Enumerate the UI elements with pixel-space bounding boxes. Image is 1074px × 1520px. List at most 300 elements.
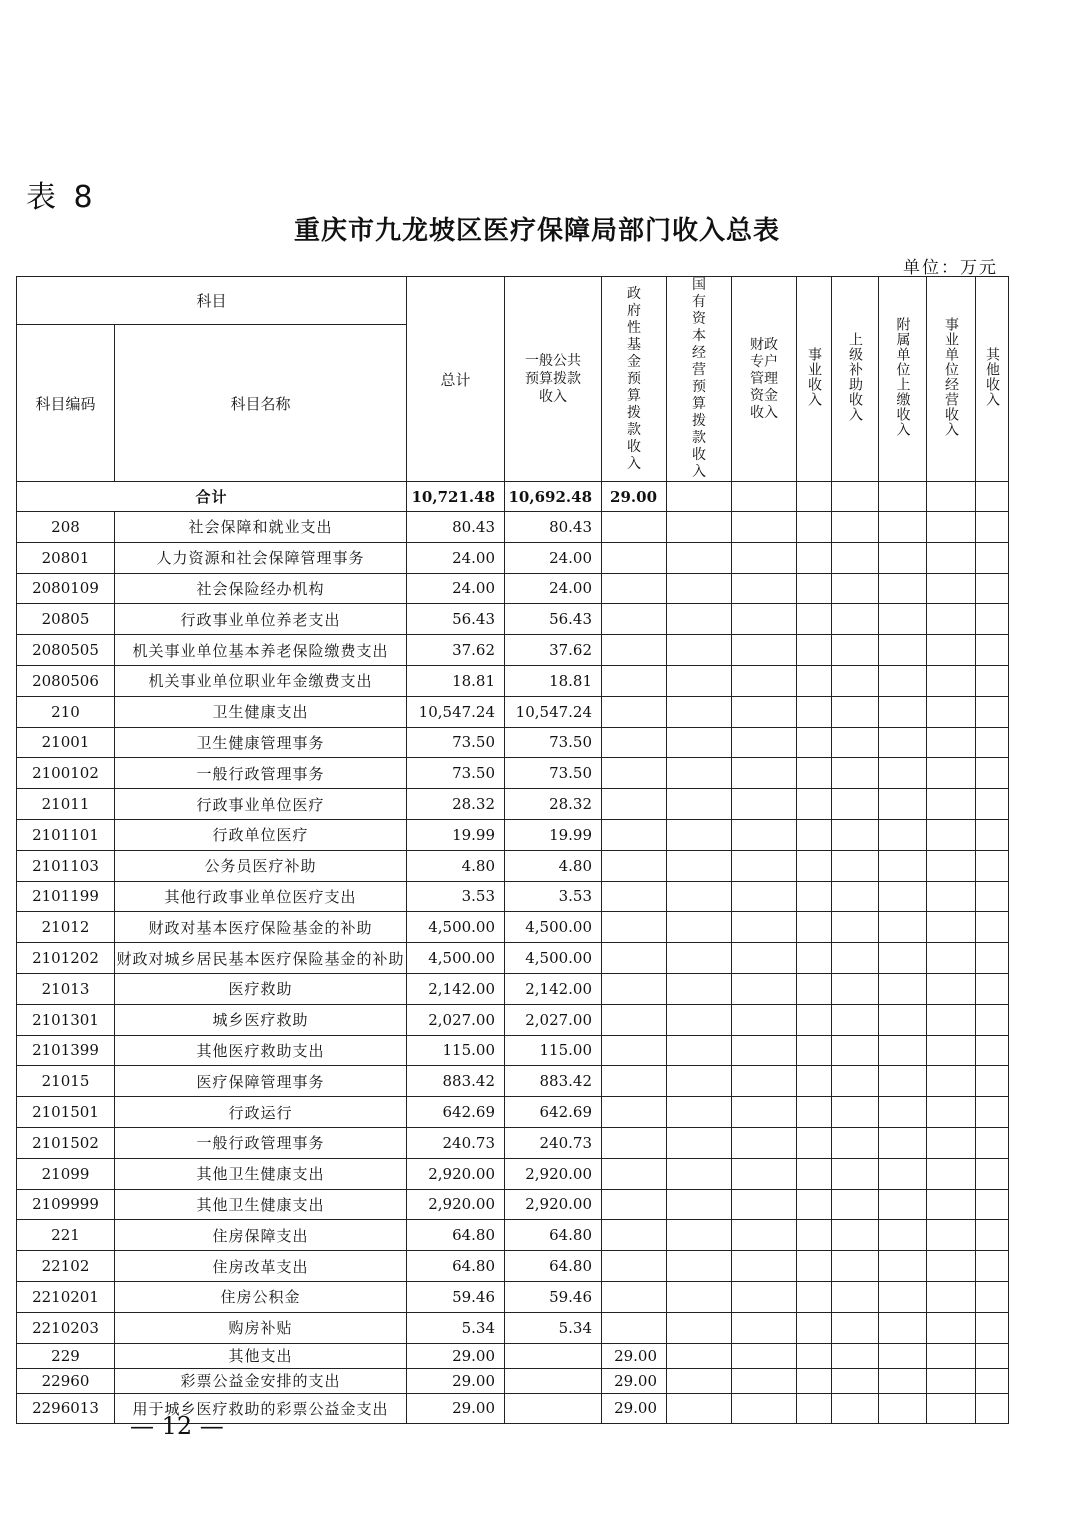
row-empty-cell — [976, 1127, 1009, 1158]
header-code: 科目编码 — [17, 325, 115, 482]
row-empty-cell — [976, 912, 1009, 943]
table-row — [17, 1004, 1009, 1035]
row-empty-cell — [976, 1097, 1009, 1128]
table-row — [17, 573, 1009, 604]
row-empty-cell — [927, 727, 976, 758]
row-code: 208 — [17, 512, 115, 543]
row-general: 73.50 — [505, 727, 602, 758]
row-total: 2,027.00 — [407, 1004, 505, 1035]
table-row — [17, 1251, 1009, 1282]
row-empty-cell — [927, 1251, 976, 1282]
row-gov-fund — [602, 758, 667, 789]
row-empty-cell — [667, 1158, 732, 1189]
row-name: 行政单位医疗 — [115, 819, 407, 850]
row-empty-cell — [879, 542, 927, 573]
row-gov-fund — [602, 727, 667, 758]
row-gov-fund — [602, 912, 667, 943]
row-code: 21013 — [17, 973, 115, 1004]
row-empty-cell — [732, 1127, 797, 1158]
row-gov-fund — [602, 512, 667, 543]
row-gov-fund — [602, 819, 667, 850]
row-code: 21099 — [17, 1158, 115, 1189]
row-empty-cell — [797, 912, 832, 943]
row-code: 21012 — [17, 912, 115, 943]
row-empty-cell — [927, 665, 976, 696]
row-empty-cell — [832, 1368, 879, 1393]
row-general: 19.99 — [505, 819, 602, 850]
row-empty-cell — [832, 1035, 879, 1066]
row-empty-cell — [732, 1004, 797, 1035]
row-code: 2101202 — [17, 943, 115, 974]
row-gov-fund — [602, 696, 667, 727]
row-code: 21015 — [17, 1066, 115, 1097]
row-empty-cell — [879, 1393, 927, 1424]
row-empty-cell — [927, 1281, 976, 1312]
row-empty-cell — [732, 512, 797, 543]
row-empty-cell — [667, 1066, 732, 1097]
row-total: 115.00 — [407, 1035, 505, 1066]
row-gov-fund — [602, 973, 667, 1004]
row-name: 行政运行 — [115, 1097, 407, 1128]
header-other-income: 其他收入 — [976, 277, 1009, 482]
row-empty-cell — [927, 1312, 976, 1343]
row-name: 其他行政事业单位医疗支出 — [115, 881, 407, 912]
table-row — [17, 1097, 1009, 1128]
row-empty-cell — [976, 1158, 1009, 1189]
row-empty-cell — [797, 973, 832, 1004]
row-empty-cell — [832, 1220, 879, 1251]
header-state-capital: 国有资本经营预算拨款收入 — [667, 277, 732, 482]
row-empty-cell — [976, 1220, 1009, 1251]
row-empty-cell — [976, 635, 1009, 666]
row-empty-cell — [797, 512, 832, 543]
row-empty-cell — [797, 665, 832, 696]
row-empty-cell — [832, 635, 879, 666]
row-name: 公务员医疗补助 — [115, 850, 407, 881]
row-empty-cell — [976, 727, 1009, 758]
row-empty-cell — [667, 1189, 732, 1220]
row-empty-cell — [879, 1004, 927, 1035]
row-empty-cell — [832, 727, 879, 758]
row-gov-fund: 29.00 — [602, 1343, 667, 1368]
row-empty-cell — [732, 1343, 797, 1368]
row-empty-cell — [732, 943, 797, 974]
row-empty-cell — [832, 696, 879, 727]
row-empty-cell — [832, 1343, 879, 1368]
table-row — [17, 696, 1009, 727]
row-total: 19.99 — [407, 819, 505, 850]
row-empty-cell — [927, 973, 976, 1004]
table-row — [17, 1343, 1009, 1368]
row-empty-cell — [927, 1393, 976, 1424]
row-empty-cell — [732, 819, 797, 850]
row-name: 用于城乡医疗救助的彩票公益金支出 — [115, 1393, 407, 1424]
table-row — [17, 727, 1009, 758]
row-gov-fund — [602, 635, 667, 666]
table-row — [17, 758, 1009, 789]
row-empty-cell — [797, 1281, 832, 1312]
row-empty-cell — [667, 542, 732, 573]
unit-label: 单位：万元 — [903, 258, 998, 278]
row-code: 2109999 — [17, 1189, 115, 1220]
row-empty-cell — [976, 850, 1009, 881]
row-empty-cell — [879, 973, 927, 1004]
row-general — [505, 1343, 602, 1368]
row-code: 2080109 — [17, 573, 115, 604]
row-empty-cell — [667, 665, 732, 696]
row-gov-fund — [602, 789, 667, 820]
row-empty-cell — [797, 789, 832, 820]
row-code: 2080505 — [17, 635, 115, 666]
row-name: 人力资源和社会保障管理事务 — [115, 542, 407, 573]
header-fiscal-special: 财政专户管理资金收入 — [732, 277, 797, 482]
row-code: 2101199 — [17, 881, 115, 912]
row-empty-cell — [667, 1368, 732, 1393]
row-general: 4.80 — [505, 850, 602, 881]
row-empty-cell — [927, 1343, 976, 1368]
row-name: 一般行政管理事务 — [115, 758, 407, 789]
row-empty-cell — [927, 1220, 976, 1251]
row-empty-cell — [797, 727, 832, 758]
row-empty-cell — [797, 573, 832, 604]
row-empty-cell — [797, 1343, 832, 1368]
row-empty-cell — [832, 665, 879, 696]
row-empty-cell — [976, 1281, 1009, 1312]
row-empty-cell — [732, 1251, 797, 1282]
row-general: 4,500.00 — [505, 943, 602, 974]
row-empty-cell — [927, 1127, 976, 1158]
row-empty-cell — [667, 1281, 732, 1312]
row-general: 240.73 — [505, 1127, 602, 1158]
row-total: 59.46 — [407, 1281, 505, 1312]
row-gov-fund — [602, 1004, 667, 1035]
row-empty-cell — [797, 1220, 832, 1251]
row-empty-cell — [832, 789, 879, 820]
header-superior-subsidy: 上级补助收入 — [832, 277, 879, 482]
row-empty-cell — [667, 604, 732, 635]
row-general: 2,142.00 — [505, 973, 602, 1004]
row-name: 财政对城乡居民基本医疗保险基金的补助 — [115, 943, 407, 974]
row-total: 4,500.00 — [407, 912, 505, 943]
row-general: 3.53 — [505, 881, 602, 912]
row-empty-cell — [797, 542, 832, 573]
row-empty-cell — [832, 1281, 879, 1312]
row-total: 24.00 — [407, 573, 505, 604]
row-empty-cell — [976, 542, 1009, 573]
row-general: 24.00 — [505, 573, 602, 604]
row-total: 4,500.00 — [407, 943, 505, 974]
row-total: 10,547.24 — [407, 696, 505, 727]
row-empty-cell — [832, 973, 879, 1004]
row-empty-cell — [797, 1368, 832, 1393]
row-empty-cell — [879, 819, 927, 850]
row-empty-cell — [976, 1312, 1009, 1343]
row-name: 社会保障和就业支出 — [115, 512, 407, 543]
table-row — [17, 1368, 1009, 1393]
row-empty-cell — [667, 727, 732, 758]
row-empty-cell — [732, 727, 797, 758]
table-row — [17, 1127, 1009, 1158]
row-total: 24.00 — [407, 542, 505, 573]
row-empty-cell — [667, 973, 732, 1004]
row-empty-cell — [879, 665, 927, 696]
row-code: 2101101 — [17, 819, 115, 850]
row-total: 73.50 — [407, 758, 505, 789]
row-name: 机关事业单位职业年金缴费支出 — [115, 665, 407, 696]
row-name: 财政对基本医疗保险基金的补助 — [115, 912, 407, 943]
row-general: 642.69 — [505, 1097, 602, 1128]
row-empty-cell — [927, 635, 976, 666]
row-empty-cell — [667, 912, 732, 943]
row-empty-cell — [732, 1189, 797, 1220]
total-gov-fund: 29.00 — [602, 482, 667, 512]
row-empty-cell — [832, 1004, 879, 1035]
row-empty-cell — [797, 1251, 832, 1282]
row-empty-cell — [667, 881, 732, 912]
row-gov-fund — [602, 1312, 667, 1343]
row-empty-cell — [667, 1220, 732, 1251]
row-empty-cell — [879, 1127, 927, 1158]
row-total: 18.81 — [407, 665, 505, 696]
table-row — [17, 512, 1009, 543]
row-name: 医疗保障管理事务 — [115, 1066, 407, 1097]
table-row — [17, 665, 1009, 696]
row-code: 21001 — [17, 727, 115, 758]
row-empty-cell — [879, 696, 927, 727]
row-code: 2296013 — [17, 1393, 115, 1424]
row-empty-cell — [927, 912, 976, 943]
row-empty-cell — [976, 1035, 1009, 1066]
table-row — [17, 635, 1009, 666]
row-empty-cell — [927, 881, 976, 912]
row-name: 住房保障支出 — [115, 1220, 407, 1251]
row-empty-cell — [879, 881, 927, 912]
row-general: 2,920.00 — [505, 1158, 602, 1189]
header-operating-income: 事业单位经营收入 — [927, 277, 976, 482]
row-empty-cell — [879, 1066, 927, 1097]
row-total: 56.43 — [407, 604, 505, 635]
row-name: 住房改革支出 — [115, 1251, 407, 1282]
row-empty-cell — [879, 604, 927, 635]
page-number: — 12 — — [130, 1412, 224, 1440]
row-code: 221 — [17, 1220, 115, 1251]
row-empty-cell — [927, 1097, 976, 1128]
row-empty-cell — [927, 1368, 976, 1393]
row-empty-cell — [879, 1097, 927, 1128]
header-subject: 科目 — [17, 277, 407, 325]
row-empty-cell — [976, 1251, 1009, 1282]
row-empty-cell — [832, 573, 879, 604]
row-empty-cell — [797, 819, 832, 850]
total-label: 合计 — [17, 482, 407, 512]
row-empty-cell — [667, 1312, 732, 1343]
row-name: 社会保险经办机构 — [115, 573, 407, 604]
header-gov-fund: 政府性基金预算拨款收入 — [602, 277, 667, 482]
row-total: 80.43 — [407, 512, 505, 543]
row-empty-cell — [976, 1066, 1009, 1097]
row-empty-cell — [927, 512, 976, 543]
row-name: 医疗救助 — [115, 973, 407, 1004]
row-empty-cell — [879, 512, 927, 543]
row-empty-cell — [732, 573, 797, 604]
row-total: 4.80 — [407, 850, 505, 881]
row-empty-cell — [832, 881, 879, 912]
row-empty-cell — [832, 1189, 879, 1220]
row-general: 73.50 — [505, 758, 602, 789]
row-total: 37.62 — [407, 635, 505, 666]
row-total: 29.00 — [407, 1343, 505, 1368]
row-empty-cell — [976, 1393, 1009, 1424]
row-empty-cell — [832, 758, 879, 789]
row-empty-cell — [797, 1393, 832, 1424]
row-code: 210 — [17, 696, 115, 727]
row-empty-cell — [976, 696, 1009, 727]
row-gov-fund — [602, 542, 667, 573]
row-empty-cell — [667, 696, 732, 727]
table-row — [17, 819, 1009, 850]
row-gov-fund — [602, 665, 667, 696]
row-general: 18.81 — [505, 665, 602, 696]
row-name: 其他卫生健康支出 — [115, 1189, 407, 1220]
header-total: 总计 — [407, 277, 505, 482]
row-name: 彩票公益金安排的支出 — [115, 1368, 407, 1393]
row-empty-cell — [732, 696, 797, 727]
row-empty-cell — [832, 1097, 879, 1128]
row-empty-cell — [732, 789, 797, 820]
row-empty-cell — [976, 512, 1009, 543]
row-total: 73.50 — [407, 727, 505, 758]
row-total: 29.00 — [407, 1368, 505, 1393]
row-empty-cell — [667, 1393, 732, 1424]
row-empty-cell — [667, 819, 732, 850]
row-general: 64.80 — [505, 1220, 602, 1251]
row-code: 22960 — [17, 1368, 115, 1393]
row-empty-cell — [667, 1097, 732, 1128]
row-empty-cell — [976, 604, 1009, 635]
row-empty-cell — [832, 1158, 879, 1189]
row-code: 2101399 — [17, 1035, 115, 1066]
row-empty-cell — [879, 727, 927, 758]
row-empty-cell — [832, 850, 879, 881]
row-empty-cell — [927, 573, 976, 604]
page-title: 重庆市九龙坡区医疗保障局部门收入总表 — [293, 216, 780, 246]
row-empty-cell — [879, 850, 927, 881]
row-gov-fund — [602, 850, 667, 881]
row-total: 3.53 — [407, 881, 505, 912]
row-empty-cell — [797, 1097, 832, 1128]
row-empty-cell — [667, 1035, 732, 1066]
row-gov-fund — [602, 1035, 667, 1066]
row-empty-cell — [732, 912, 797, 943]
total-row — [17, 482, 1009, 512]
row-general: 10,547.24 — [505, 696, 602, 727]
row-empty-cell — [927, 604, 976, 635]
row-empty-cell — [797, 758, 832, 789]
row-empty-cell — [976, 1189, 1009, 1220]
row-empty-cell — [832, 512, 879, 543]
row-code: 2210203 — [17, 1312, 115, 1343]
row-empty-cell — [732, 973, 797, 1004]
row-empty-cell — [879, 1158, 927, 1189]
table-row — [17, 1281, 1009, 1312]
row-name: 其他卫生健康支出 — [115, 1158, 407, 1189]
row-empty-cell — [732, 635, 797, 666]
row-empty-cell — [927, 542, 976, 573]
row-general: 24.00 — [505, 542, 602, 573]
row-empty-cell — [879, 912, 927, 943]
row-gov-fund — [602, 1251, 667, 1282]
row-empty-cell — [879, 1281, 927, 1312]
row-empty-cell — [667, 1251, 732, 1282]
row-general — [505, 1368, 602, 1393]
row-general: 28.32 — [505, 789, 602, 820]
row-empty-cell — [732, 1312, 797, 1343]
row-total: 64.80 — [407, 1251, 505, 1282]
header-general-budget: 一般公共预算拨款收入 — [505, 277, 602, 482]
income-table — [16, 276, 1009, 1424]
row-empty-cell — [667, 850, 732, 881]
row-gov-fund — [602, 1220, 667, 1251]
table-row — [17, 789, 1009, 820]
row-code: 21011 — [17, 789, 115, 820]
table-row — [17, 973, 1009, 1004]
row-empty-cell — [797, 604, 832, 635]
row-empty-cell — [976, 789, 1009, 820]
row-empty-cell — [927, 758, 976, 789]
row-empty-cell — [927, 789, 976, 820]
row-empty-cell — [732, 1220, 797, 1251]
row-empty-cell — [797, 1189, 832, 1220]
table-row — [17, 943, 1009, 974]
table-row — [17, 1158, 1009, 1189]
row-empty-cell — [797, 1004, 832, 1035]
row-gov-fund — [602, 604, 667, 635]
table-row — [17, 1189, 1009, 1220]
row-empty-cell — [797, 696, 832, 727]
table-row — [17, 850, 1009, 881]
row-empty-cell — [797, 635, 832, 666]
row-empty-cell — [927, 1035, 976, 1066]
row-empty-cell — [667, 758, 732, 789]
table-row — [17, 604, 1009, 635]
table-row — [17, 1312, 1009, 1343]
row-empty-cell — [879, 1343, 927, 1368]
row-general: 56.43 — [505, 604, 602, 635]
row-general: 80.43 — [505, 512, 602, 543]
header-affiliated-unit: 附属单位上缴收入 — [879, 277, 927, 482]
row-empty-cell — [832, 943, 879, 974]
table-row — [17, 912, 1009, 943]
row-empty-cell — [976, 1368, 1009, 1393]
row-empty-cell — [732, 758, 797, 789]
row-empty-cell — [879, 573, 927, 604]
row-empty-cell — [667, 635, 732, 666]
row-total: 2,920.00 — [407, 1158, 505, 1189]
row-empty-cell — [732, 881, 797, 912]
row-empty-cell — [732, 850, 797, 881]
row-general: 115.00 — [505, 1035, 602, 1066]
row-empty-cell — [797, 943, 832, 974]
row-gov-fund: 29.00 — [602, 1393, 667, 1424]
row-empty-cell — [879, 758, 927, 789]
row-empty-cell — [732, 1393, 797, 1424]
row-empty-cell — [732, 1158, 797, 1189]
row-empty-cell — [927, 696, 976, 727]
row-empty-cell — [667, 943, 732, 974]
row-total: 883.42 — [407, 1066, 505, 1097]
row-empty-cell — [732, 665, 797, 696]
row-empty-cell — [927, 819, 976, 850]
